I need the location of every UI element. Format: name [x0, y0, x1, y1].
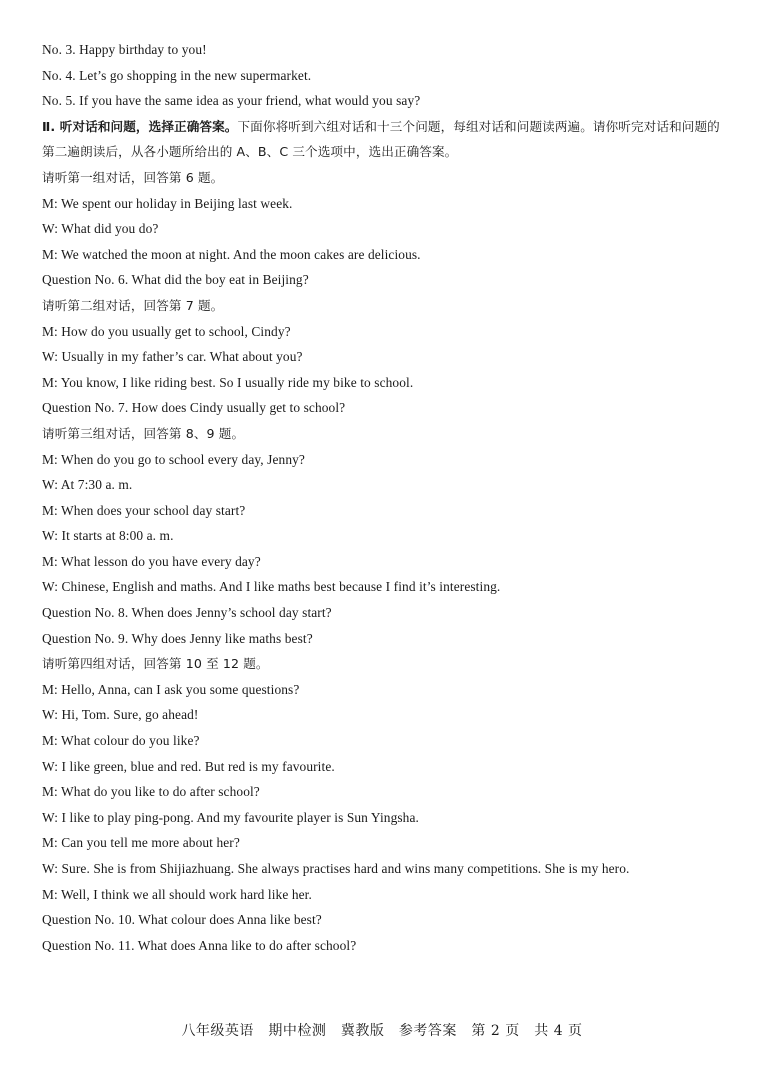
transcript-line: Question No. 8. When does Jenny’s school day start?: [42, 605, 332, 621]
transcript-line: W: I like to play ping-pong. And my favourite player is Sun Yingsha.: [42, 809, 419, 825]
transcript-line: M: When do you go to school every day, Jenny?: [42, 451, 305, 467]
dialogue-transcript: [42, 165, 732, 958]
transcript-line: M: What do you like to do after school?: [42, 784, 260, 800]
section-text: 下面你将听到六组对话和十三个问题，每组对话和问题读两遍。请你听完对话和问题的第二遍朗读后，从各小题所给出的 A、B、C 三个选项中，选出正确答案。: [42, 118, 720, 160]
section-instructions: [42, 114, 732, 165]
transcript-line: W: Hi, Tom. Sure, go ahead!: [42, 707, 199, 723]
transcript-line: W: Usually in my father’s car. What about you?: [42, 349, 303, 365]
transcript-line: W: Chinese, English and maths. And I like maths best because I find it’s interesting.: [42, 579, 501, 595]
page-footer: 八年级英语 期中检测 冀教版 参考答案 第 2 页 共 4 页: [181, 1023, 583, 1039]
transcript-line: Question No. 10. What colour does Anna like best?: [42, 912, 322, 928]
dialogue-instruction: 请听第四组对话，回答第 10 至 12 题。: [42, 656, 269, 672]
transcript-line: Question No. 6. What did the boy eat in Beijing?: [42, 272, 309, 288]
transcript-line: M: We spent our holiday in Beijing last week.: [42, 195, 293, 211]
dialogue-instruction: 请听第一组对话，回答第 6 题。: [42, 169, 224, 185]
transcript-line: M: Can you tell me more about her?: [42, 835, 240, 851]
dialogue-instruction: 请听第三组对话，回答第 8、9 题。: [42, 425, 245, 441]
transcript-line: W: At 7:30 a. m.: [42, 477, 133, 493]
transcript-line: W: What did you do?: [42, 221, 159, 237]
line-no4: No. 4. Let’s go shopping in the new supermarket.: [42, 67, 312, 83]
transcript-line: M: How do you usually get to school, Cindy?: [42, 323, 291, 339]
line-no5: No. 5. If you have the same idea as your friend, what would you say?: [42, 93, 421, 109]
document-page: [42, 37, 732, 958]
transcript-line: M: We watched the moon at night. And the moon cakes are delicious.: [42, 246, 421, 262]
transcript-line: M: What lesson do you have every day?: [42, 553, 261, 569]
transcript-line: M: What colour do you like?: [42, 733, 200, 749]
transcript-line: W: It starts at 8:00 a. m.: [42, 528, 174, 544]
transcript-line: Question No. 11. What does Anna like to do after school?: [42, 937, 357, 953]
transcript-line: W: Sure. She is from Shijiazhuang. She always practises hard and wins many competitions. She is my hero.: [42, 861, 630, 876]
transcript-line: M: Well, I think we all should work hard like her.: [42, 886, 312, 902]
transcript-line: Question No. 7. How does Cindy usually get to school?: [42, 400, 346, 416]
transcript-line: M: You know, I like riding best. So I usually ride my bike to school.: [42, 374, 414, 390]
line-no3: No. 3. Happy birthday to you!: [42, 42, 207, 57]
dialogue-instruction: 请听第二组对话，回答第 7 题。: [42, 297, 224, 313]
transcript-line: Question No. 9. Why does Jenny like maths best?: [42, 630, 313, 646]
section-heading: Ⅱ. 听对话和问题，选择正确答案。: [42, 118, 238, 134]
transcript-line: M: Hello, Anna, can I ask you some questions?: [42, 681, 300, 697]
transcript-line: M: When does your school day start?: [42, 502, 246, 518]
transcript-line: W: I like green, blue and red. But red is my favourite.: [42, 758, 335, 774]
